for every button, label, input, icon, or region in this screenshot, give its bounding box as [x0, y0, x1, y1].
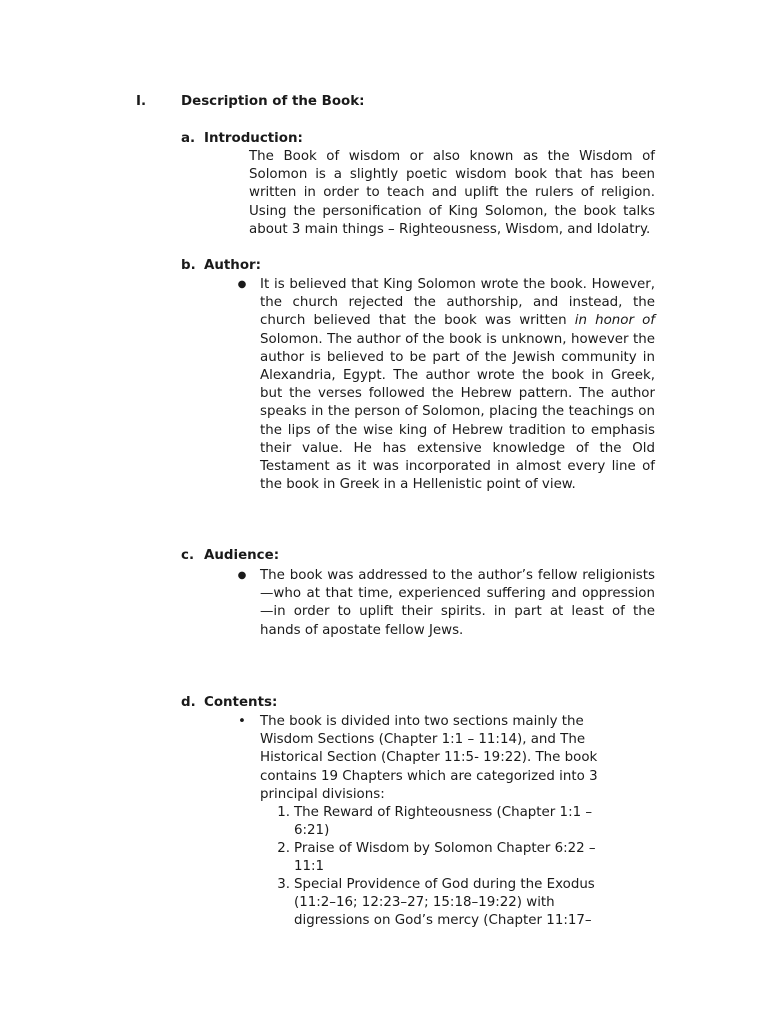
list-item: [294, 876, 654, 931]
list-item: [294, 804, 654, 840]
audience-bullet: ●: [237, 570, 247, 581]
list-item-line: digressions on God’s mercy (Chapter 11:17–: [294, 913, 592, 929]
list-item-number: 2.: [277, 841, 290, 856]
list-item-line: Special Providence of God during the Exodus: [294, 877, 595, 892]
introduction-title: Introduction:: [204, 131, 303, 146]
list-item-line: (11:2–16; 12:23–27; 15:18–19:22) with: [294, 895, 555, 911]
author-text-italic: in honor of: [574, 313, 655, 329]
list-item-line: 6:21): [294, 823, 330, 839]
introduction-letter: a.: [181, 131, 196, 146]
contents-bullet: •: [238, 714, 246, 729]
list-item-line: 11:1: [294, 859, 325, 875]
author-paragraph: [260, 276, 655, 494]
list-item-number: 1.: [277, 805, 290, 820]
list-item-line: The Reward of Righteousness (Chapter 1:1 –: [294, 805, 593, 820]
list-item-number: 3.: [277, 877, 290, 892]
contents-paragraph: The book is divided into two sections mainly the Wisdom Sections (Chapter 1:1 – 11:14), and The Historical Section (Chapter 11:5- 19:22). The book contains 19 Chapters which are categorized into 3 principal divisions:: [260, 714, 598, 802]
author-text-end: Solomon. The author of the book is unknown, however the author is believed to be part of the Jewish community in Alexandria, Egypt. The author wrote the book in Greek, but the verses followed the Hebrew pattern. The author speaks in the person of Solomon, placing the teachings on the lips of the wise king of Hebrew tradition to emphasis their value. He has extensive knowledge of the Old Testament as it was incorporated in almost every line of the book in Greek in a Hellenistic point of view.: [260, 331, 655, 493]
contents-letter: d.: [181, 695, 196, 710]
author-text-start: It is believed that King Solomon wrote the book. However, the church rejected the authorship, and instead, the church believed that the book was written: [260, 277, 655, 329]
heading-number: I.: [136, 94, 147, 109]
introduction-paragraph: The Book of wisdom or also known as the Wisdom of Solomon is a slightly poetic wisdom book that has been written in order to teach and uplift the rulers of religion. Using the personification of King Solomon, the book talks about 3 main things – Righteousness, Wisdom, and Idolatry.: [249, 149, 655, 237]
list-item: [294, 840, 654, 876]
list-item-line: Praise of Wisdom by Solomon Chapter 6:22 –: [294, 841, 596, 856]
audience-title: Audience:: [204, 548, 280, 563]
heading-title: Description of the Book:: [181, 94, 365, 109]
contents-title: Contents:: [204, 695, 278, 710]
author-title: Author:: [204, 258, 261, 273]
author-bullet: ●: [237, 279, 247, 290]
author-letter: b.: [181, 258, 196, 273]
audience-letter: c.: [181, 548, 195, 563]
audience-paragraph: The book was addressed to the author’s fellow religionists—who at that time, experienced suffering and oppression—in order to uplift their spirits. in part at least of the hands of apostate fellow Jews.: [260, 568, 655, 638]
